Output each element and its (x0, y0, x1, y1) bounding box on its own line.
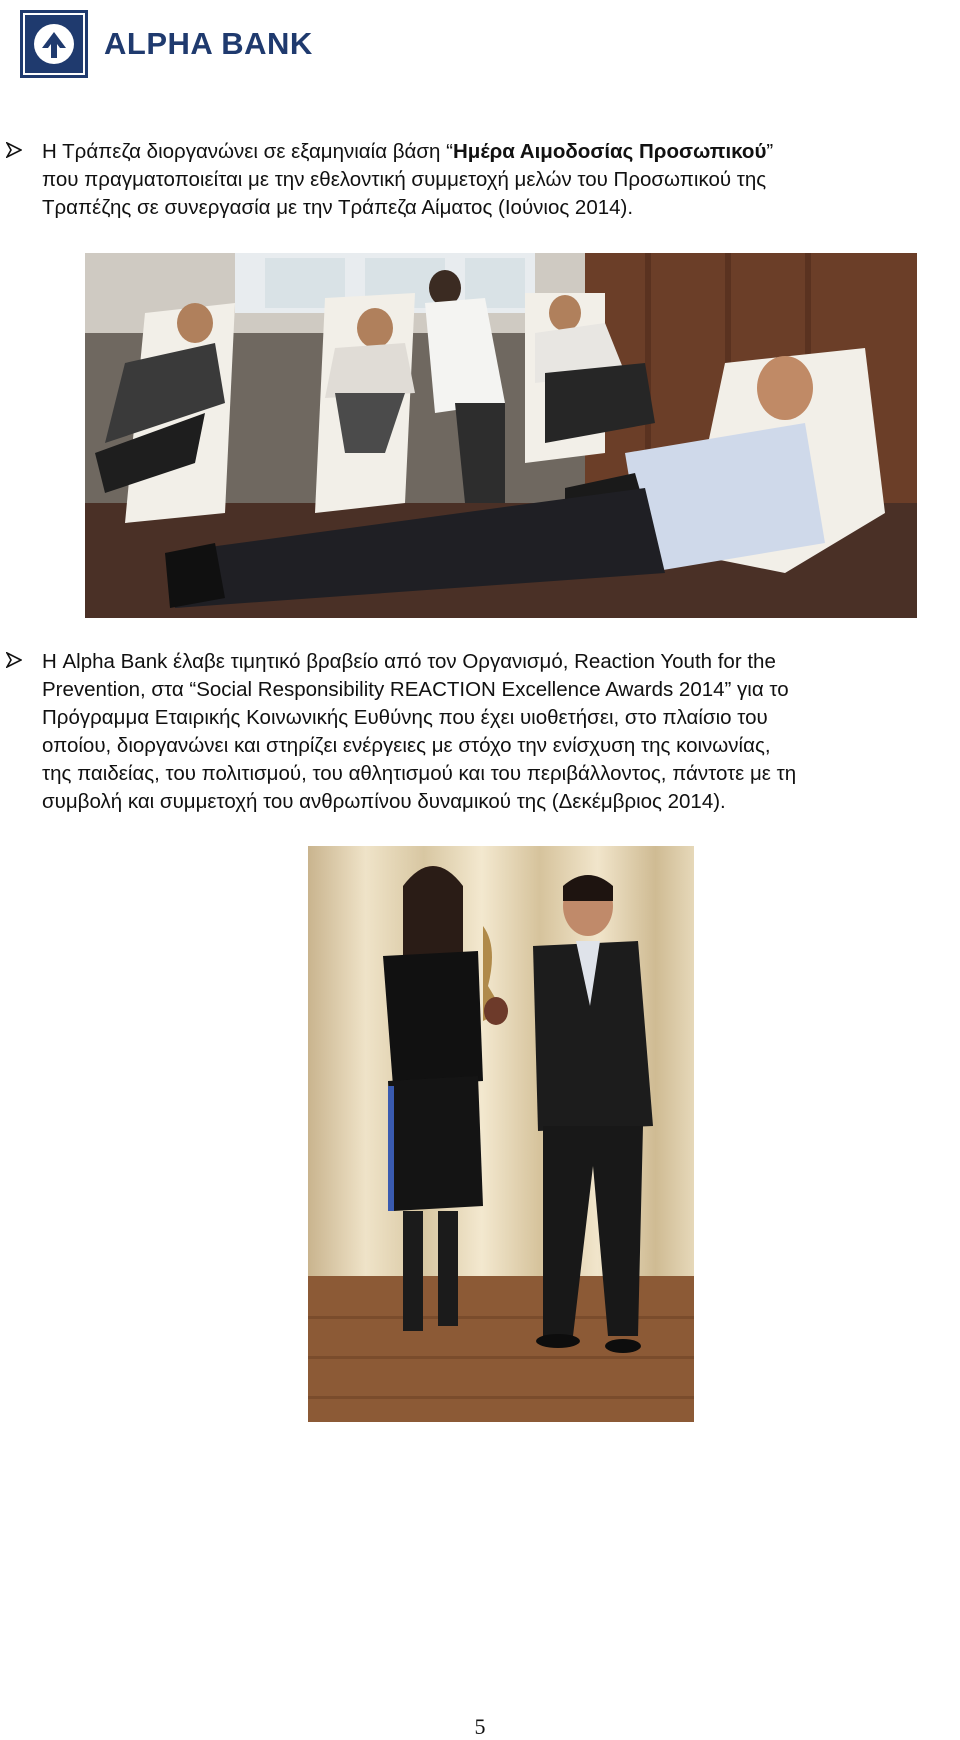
text-line: της παιδείας, του πολιτισμού, του αθλητισμού και του περιβάλλοντος, πάντοτε με τη (42, 762, 797, 785)
event-name: Ημέρα Αιμοδοσίας Προσωπικού (452, 140, 767, 163)
alpha-bank-emblem-icon (20, 10, 88, 78)
text-line: Η Alpha Bank έλαβε τιμητικό βραβείο από τον Οργανισμό, Reaction Youth for the (42, 650, 776, 673)
text-line: Τραπέζης σε συνεργασία με την Τράπεζα Αίματος (Ιούνιος 2014). (42, 196, 634, 219)
text-line: οποίου, διοργανώνει και στηρίζει ενέργειες με στόχο την ενίσχυση της κοινωνίας, (42, 734, 771, 757)
text-line: συμβολή και συμμετοχή του ανθρωπίνου δυναμικού της (Δεκέμβριος 2014). (42, 790, 726, 813)
arrow-bullet-icon (6, 142, 22, 158)
text-line: Prevention, στα “Social Responsibility REACTION Excellence Awards 2014” για το (42, 678, 789, 701)
alpha-bank-logo (20, 10, 313, 78)
bullet-text (42, 648, 960, 816)
text-line: Η Τράπεζα διοργανώνει σε εξαμηνιαία βάση “Ημέρα Αιμοδοσίας Προσωπικού” (42, 140, 774, 163)
text-line: που πραγματοποιείται με την εθελοντική συμμετοχή μελών του Προσωπικού της (42, 168, 767, 191)
award-ceremony-photo (308, 846, 694, 1422)
bullet-text (42, 138, 960, 222)
logo-text: ALPHA BANK (104, 26, 313, 61)
arrow-bullet-icon (6, 652, 22, 668)
blood-donation-photo (85, 253, 917, 618)
text-line: Πρόγραμμα Εταιρικής Κοινωνικής Ευθύνης που έχει υιοθετήσει, στο πλαίσιο του (42, 706, 768, 729)
page-number: 5 (474, 1714, 486, 1739)
